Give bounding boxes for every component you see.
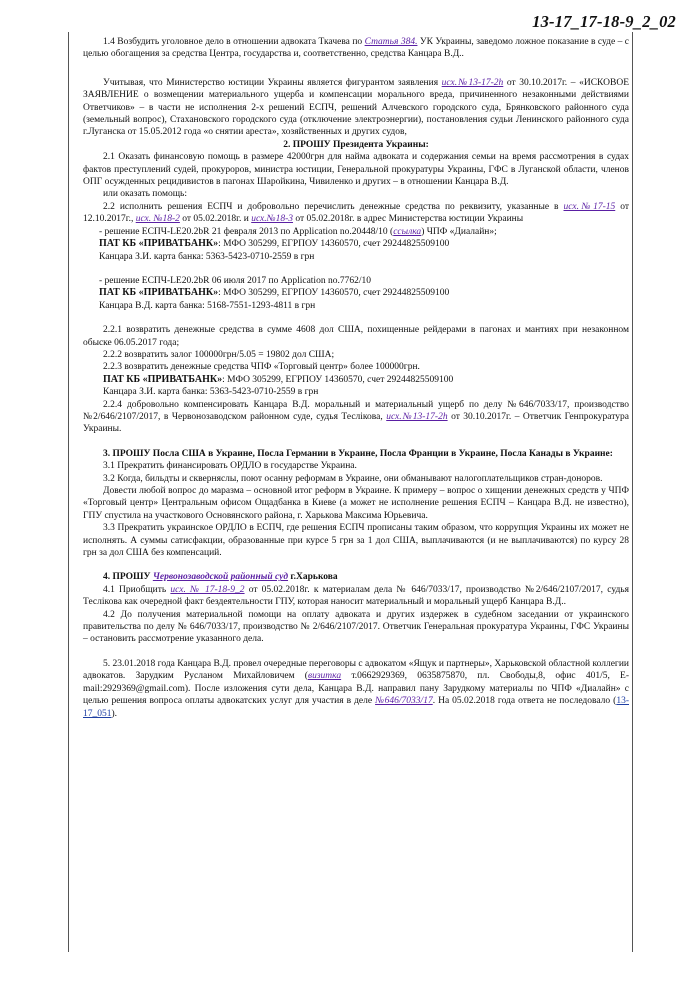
ref-link[interactable]: исх. № 17-18-9_2 bbox=[170, 584, 245, 595]
bank-name: ПАТ КБ «ПРИВАТБАНК» bbox=[99, 287, 219, 299]
text: от 30.10.2017г. – Ответчик Генпрокуратура Украины. bbox=[83, 411, 629, 435]
text: 2.2.4 добровольно компенсировать Канцара В.Д. моральный и материальный ущерб по делу №646/7033/17, производство №2/646/2107/2017, в Червонозаводском районном суде, судья Теслікова, bbox=[83, 399, 629, 422]
paragraph-2-2-3: 2.2.3 возвратить денежные средства ЧПФ «Торговый центр» более 100000грн. bbox=[103, 362, 420, 373]
text: Учитывая, что Министерство юстиции Украины является фигурантом заявления bbox=[103, 77, 442, 88]
paragraph-4-1 bbox=[83, 584, 629, 609]
paragraph-1-4 bbox=[83, 36, 629, 61]
case-link[interactable]: №646/7033/17 bbox=[375, 696, 433, 707]
ref-link[interactable]: исх.№17-15 bbox=[563, 201, 616, 212]
text: от 30.10.2017г. – «ИСКОВОЕ ЗАЯВЛЕНИЕ о возмещении материального ущерба и компенсации морального вреда, причиненного незаконными действиями Ответчиков» – в части не исполнения 2-х решений ЕСПЧ, решений Алчевского городского суда, Брянковского районного суда (земельный вопрос), Стахановского городского суда (отключение электроэнергии), постановления судьи Ленинского районного суда г.Луганска от 15.05.2012 года «о снятии ареста», хозяйственных и других судов, bbox=[83, 77, 629, 138]
paragraph-2-2-1: 2.2.1 возвратить денежные средства в сумме 4608 дол США, похищенные рейдерами в пагонах и мантиях при незаконном обыске 06.05.2017 года; bbox=[83, 325, 629, 348]
bank-name: ПАТ КБ «ПРИВАТБАНК» bbox=[99, 238, 219, 250]
paragraph-2-2-4 bbox=[83, 399, 629, 436]
text: 1.4 Возбудить уголовное дело в отношении адвоката Ткачева по bbox=[103, 37, 365, 47]
source-link[interactable]: ссылка bbox=[393, 226, 422, 237]
section-2-heading: 2. ПРОШУ Президента Украины: bbox=[283, 139, 429, 150]
document-page bbox=[68, 32, 633, 952]
paragraph-2-2 bbox=[83, 201, 629, 226]
paragraph-4-2: 4.2 До получения материальной помощи на оплату адвоката и других издержек в судебном заседании от украинского правительства по делу № 646/7033/17, производство № 2/646/2107/2017. Ответчик Генеральная прокуратура Украины, ГФС Украины – остановить рассмотрение указанного дела. bbox=[83, 609, 629, 645]
text: т.0662929369, 0635875870, пл. Свободы,8, офис 401/5, E-mail:2929369@gmail.com). После изложения сути дела, Канцара В.Д. направил пану Зарудкому материалы по ЧПФ «Диалайн» с целью решения вопроса оплаты адвокатских услуг для участия в деле bbox=[83, 671, 630, 707]
article-link[interactable]: Статья 384. bbox=[364, 37, 418, 47]
text: ) ЧПФ «Диалайн»; bbox=[421, 226, 497, 237]
ruling-1 bbox=[83, 226, 629, 238]
paragraph-5 bbox=[83, 658, 629, 720]
section-3-heading: 3. ПРОШУ Посла США в Украине, Посла Германии в Украине, Посла Франции в Украине, Посла Канады в Украине: bbox=[103, 448, 613, 459]
text: от 05.02.2018г. и bbox=[179, 214, 252, 225]
paragraph-2-2-2: 2.2.2 возвратить залог 100000грн/5.05 = 19802 дол США; bbox=[103, 349, 335, 360]
text: : МФО 305299, ЕГРПОУ 14360570, счет 29244825509100 bbox=[222, 374, 454, 385]
text: 4.1 Приобщить bbox=[103, 584, 171, 595]
paragraph-3-2-b: Довести любой вопрос до маразма – основной итог реформ в Украине. К примеру – вопрос о хищении денежных средств у ЧПФ «Торговый центр» Центральным офисом Ощадбанка в Киеве (а может не исполнение решения ЕСПЧ – Канцара В.Д. не известно), ГПУ спустила на участкового Основянского района, г. Харькова Максима Юрьевича. bbox=[83, 486, 629, 521]
section-4-heading bbox=[83, 571, 629, 583]
text: ). bbox=[111, 708, 118, 719]
text: : МФО 305299, ЕГРПОУ 14360570, счет 29244825509100 bbox=[218, 239, 450, 250]
card-link[interactable]: визитка bbox=[307, 671, 342, 682]
court-link[interactable]: Червонозаводской районный суд bbox=[152, 572, 289, 583]
paragraph-2-1-or: или оказать помощь: bbox=[103, 189, 188, 200]
text: : МФО 305299, ЕГРПОУ 14360570, счет 29244825509100 bbox=[218, 288, 450, 299]
document-body bbox=[83, 36, 629, 720]
ruling-2: - решение ЕСПЧ-LE20.2bR 06 июля 2017 по Application no.7762/10 bbox=[99, 275, 371, 286]
document-id: 13-17_17-18-9_2_02 bbox=[532, 12, 676, 31]
card-2: Канцара В.Д. карта банка: 5168-7551-1293-4811 в грн bbox=[99, 300, 316, 311]
ref-link[interactable]: исх.№13-17-2h bbox=[441, 77, 504, 88]
bank-details-3 bbox=[83, 374, 629, 386]
bank-details-1 bbox=[83, 238, 629, 250]
text: от 05.02.2018г. в адрес Министерства юстиции Украины bbox=[293, 214, 524, 225]
bank-details-2 bbox=[83, 287, 629, 299]
ref-link[interactable]: исх. №18-2 bbox=[135, 214, 180, 225]
text: 5. 23.01.2018 года Канцара В.Д. провел очередные переговоры с адвокатом «Ящук и партнеры», Харьковской областной коллегии адвокатов. Зарудким Русланом Михайловичем ( bbox=[83, 658, 629, 682]
text: 4. ПРОШУ bbox=[103, 572, 153, 583]
card-1: Канцара З.И. карта банка: 5363-5423-0710-2559 в грн bbox=[99, 251, 315, 262]
paragraph-2-1: 2.1 Оказать финансовую помощь в размере 42000грн для найма адвоката и содержания семьи на время рассмотрения в судах фактов преступлений судей, прокуроров, министра юстиции, Генеральной прокуратуры Украины, ГФС в Луганской области, членов ОПГ осужденных рецидивистов в пагонах Шаройкина, Чивиленко и других – в отношении Канцара В.Д. bbox=[83, 152, 629, 188]
card-3: Канцара З.И. карта банка: 5363-5423-0710-2559 в грн bbox=[103, 387, 319, 398]
paragraph-3-3: 3.3 Прекратить украинское ОРДЛО в ЕСПЧ, где решения ЕСПЧ прописаны таким образом, что коррупция Украины их может не исполнять. А суммы сатисфакции, образованные при курсе 5 грн за 1 дол США, выплачиваются (и не выплачиваются) по курсу 28 грн за дол США без компенсаций. bbox=[83, 523, 629, 559]
paragraph-ministry bbox=[83, 77, 629, 139]
text: от 12.10.2017г., bbox=[83, 201, 629, 225]
text: - решение ЕСПЧ-LE20.2bR 21 февраля 2013 по Application no.20448/10 ( bbox=[99, 226, 394, 237]
text: г.Харькова bbox=[288, 572, 338, 583]
text: . На 05.02.2018 года ответа не последовало ( bbox=[432, 696, 617, 707]
ref-link[interactable]: 13-17_051 bbox=[83, 696, 629, 719]
ref-link[interactable]: исх.№18-3 bbox=[251, 214, 294, 225]
text: от 05.02.2018г. к материалам дела № 646/7033/17, производство №2/646/2107/2017, судья Теслікова как очередной факт бездеятельности ГПУ, которая наносит материальный и моральный ущерб Канцара В.Д.. bbox=[83, 584, 630, 608]
bank-name: ПАТ КБ «ПРИВАТБАНК» bbox=[103, 373, 223, 385]
text: УК Украины, заведомо ложное показание в суде – с целью обогащения за средства Центра, государства и, соответственно, средства Канцара В.Д.. bbox=[83, 37, 629, 60]
ref-link[interactable]: исх.№13-17-2h bbox=[386, 411, 448, 422]
text: 2.2 исполнить решения ЕСПЧ и добровольно перечислить денежные средства по реквизиту, указанные в bbox=[103, 201, 564, 212]
paragraph-3-2: 3.2 Когда, бильдты и скверняслы, поют осанну реформам в Украине, они обманывают налогоплательщиков стран-доноров. bbox=[103, 473, 603, 484]
paragraph-3-1: 3.1 Прекратить финансировать ОРДЛО в государстве Украина. bbox=[103, 461, 357, 472]
